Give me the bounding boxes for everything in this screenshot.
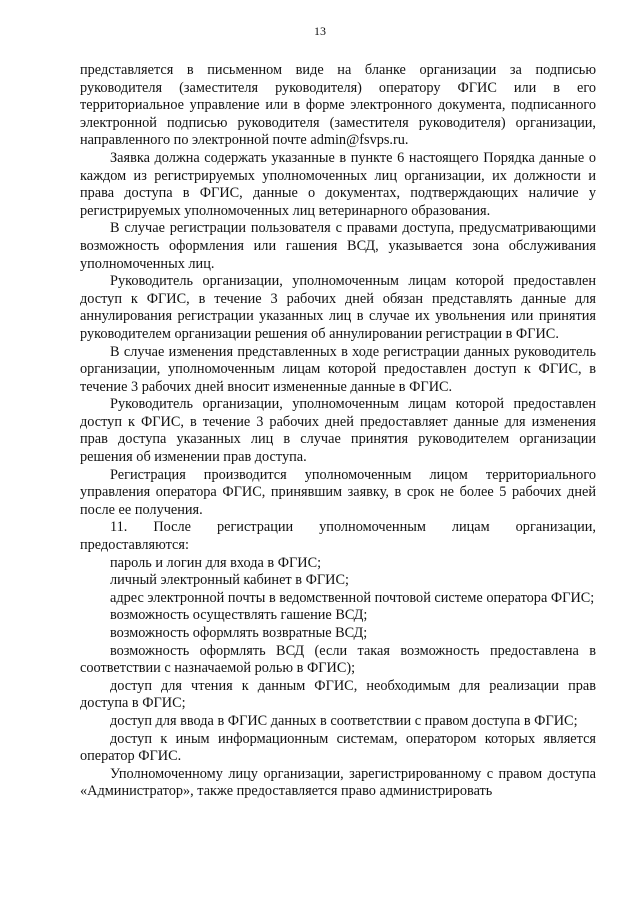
paragraph: возможность оформлять ВСД (если такая возможность предоставлена в соответствии с назначаемой ролью в ФГИС); <box>80 642 596 677</box>
paragraph: пароль и логин для входа в ФГИС; <box>110 554 322 571</box>
paragraph: 11. После регистрации уполномоченным лицам организации, предоставляются: <box>80 519 596 554</box>
paragraph: доступ для ввода в ФГИС данных в соответствии с правом доступа в ФГИС; <box>110 712 578 729</box>
paragraph: доступ для чтения к данным ФГИС, необходимым для реализации прав доступа в ФГИС; <box>80 677 596 712</box>
paragraph: адрес электронной почты в ведомственной почтовой системе оператора ФГИС; <box>110 589 595 606</box>
paragraph: доступ к иным информационным системам, оператором которых является оператор ФГИС. <box>80 730 596 765</box>
paragraph: возможность оформлять возвратные ВСД; <box>110 625 368 641</box>
paragraph: В случае регистрации пользователя с правами доступа, предусматривающими возможность оформления или гашения ВСД, указывается зона обслуживания уполномоченных лиц. <box>80 220 596 272</box>
paragraph: В случае изменения представленных в ходе регистрации данных руководитель организации, уполномоченным лицам которой предоставлен доступ к ФГИС, в течение 3 рабочих дней вносит измененные данные в ФГИС. <box>80 343 596 395</box>
paragraph: Регистрация производится уполномоченным лицом территориального управления оператора ФГИС, принявшим заявку, в срок не более 5 рабочих дней после ее получения. <box>80 466 596 518</box>
paragraph: Уполномоченному лицу организации, зарегистрированному с правом доступа «Администратор», также предоставляется право администрировать <box>80 765 596 800</box>
document-body <box>80 62 596 801</box>
paragraph: представляется в письменном виде на бланке организации за подписью руководителя (заместителя руководителя) оператору ФГИС или в его территориальное управление или в форме электронного документа, подписанного электронной подписью руководителя (заместителя руководителя) организации, направленного по электронной почте admin@fsvps.ru. <box>80 62 596 149</box>
paragraph: Заявка должна содержать указанные в пункте 6 настоящего Порядка данные о каждом из регистрируемых уполномоченных лиц организации, их должности и права доступа в ФГИС, данные о документах, подтверждающих наличие у регистрируемых уполномоченных лиц ветеринарного образования. <box>80 149 596 219</box>
paragraph: Руководитель организации, уполномоченным лицам которой предоставлен доступ к ФГИС, в течение 3 рабочих дней обязан представлять данные для аннулирования регистрации указанных лиц в случае их увольнения или принятия руководителем организации решения об аннулировании регистрации в ФГИС. <box>80 273 596 342</box>
paragraph: личный электронный кабинет в ФГИС; <box>110 572 349 589</box>
paragraph: возможность осуществлять гашение ВСД; <box>110 607 368 624</box>
paragraph: Руководитель организации, уполномоченным лицам которой предоставлен доступ к ФГИС, в течение 3 рабочих дней предоставляет данные для изменения прав доступа указанных лиц в случае принятия руководителем организации решения об изменении прав доступа. <box>80 396 596 466</box>
page-number: 13 <box>314 24 326 38</box>
